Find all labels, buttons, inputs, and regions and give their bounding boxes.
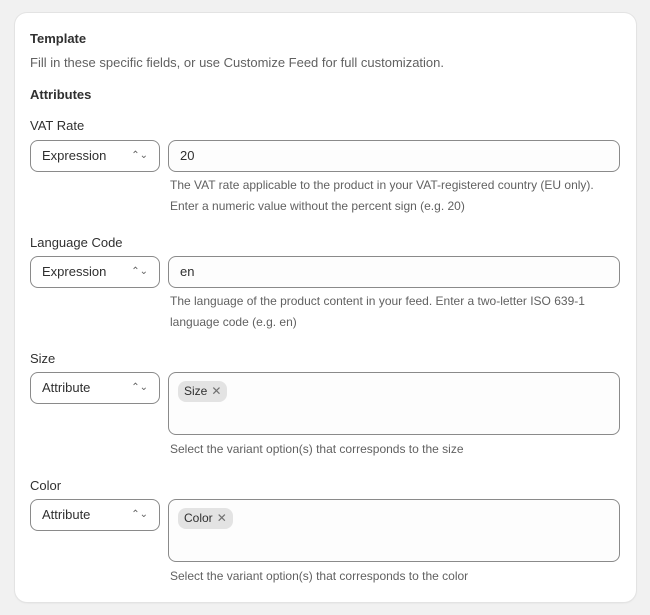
size-type-select[interactable] xyxy=(30,372,160,404)
color-tag xyxy=(178,508,233,529)
select-value: Attribute xyxy=(42,507,91,522)
vat-rate-type-select[interactable] xyxy=(30,140,160,172)
select-value: Expression xyxy=(42,148,107,163)
tag-label: Size xyxy=(184,384,208,398)
size-help: Select the variant option(s) that corresponds to the size xyxy=(170,442,464,456)
chevron-up-down-icon: ⌃⌄ xyxy=(131,509,148,520)
vat-rate-label: VAT Rate xyxy=(30,118,85,133)
color-tag-input[interactable] xyxy=(168,499,620,562)
size-label: Size xyxy=(30,351,56,366)
chevron-up-down-icon: ⌃⌄ xyxy=(131,266,148,277)
select-value: Expression xyxy=(42,264,107,279)
language-code-help: The language of the product content in your feed. Enter a two-letter ISO 639-1 language code (e.g. en) xyxy=(170,294,585,329)
color-type-select[interactable] xyxy=(30,499,160,531)
chevron-up-down-icon: ⌃⌄ xyxy=(131,150,148,161)
close-icon[interactable]: ✕ xyxy=(216,511,227,525)
language-code-label: Language Code xyxy=(30,235,123,250)
tag-label: Color xyxy=(184,511,213,525)
color-label: Color xyxy=(30,478,62,493)
section-title: Template xyxy=(30,31,87,46)
attributes-heading: Attributes xyxy=(30,87,92,102)
close-icon[interactable]: ✕ xyxy=(211,384,222,398)
size-tag xyxy=(178,381,227,402)
language-code-type-select[interactable] xyxy=(30,256,160,288)
color-help: Select the variant option(s) that corresponds to the color xyxy=(170,569,469,583)
select-value: Attribute xyxy=(42,380,91,395)
language-code-input[interactable]: en xyxy=(168,256,620,288)
vat-rate-help: The VAT rate applicable to the product in your VAT-registered country (EU only). Enter a numeric value without the percent sign (e.g. 20) xyxy=(170,178,594,213)
section-description: Fill in these specific fields, or use Customize Feed for full customization. xyxy=(30,55,445,70)
chevron-up-down-icon: ⌃⌄ xyxy=(131,382,148,393)
size-tag-input[interactable] xyxy=(168,372,620,435)
vat-rate-input[interactable]: 20 xyxy=(168,140,620,172)
